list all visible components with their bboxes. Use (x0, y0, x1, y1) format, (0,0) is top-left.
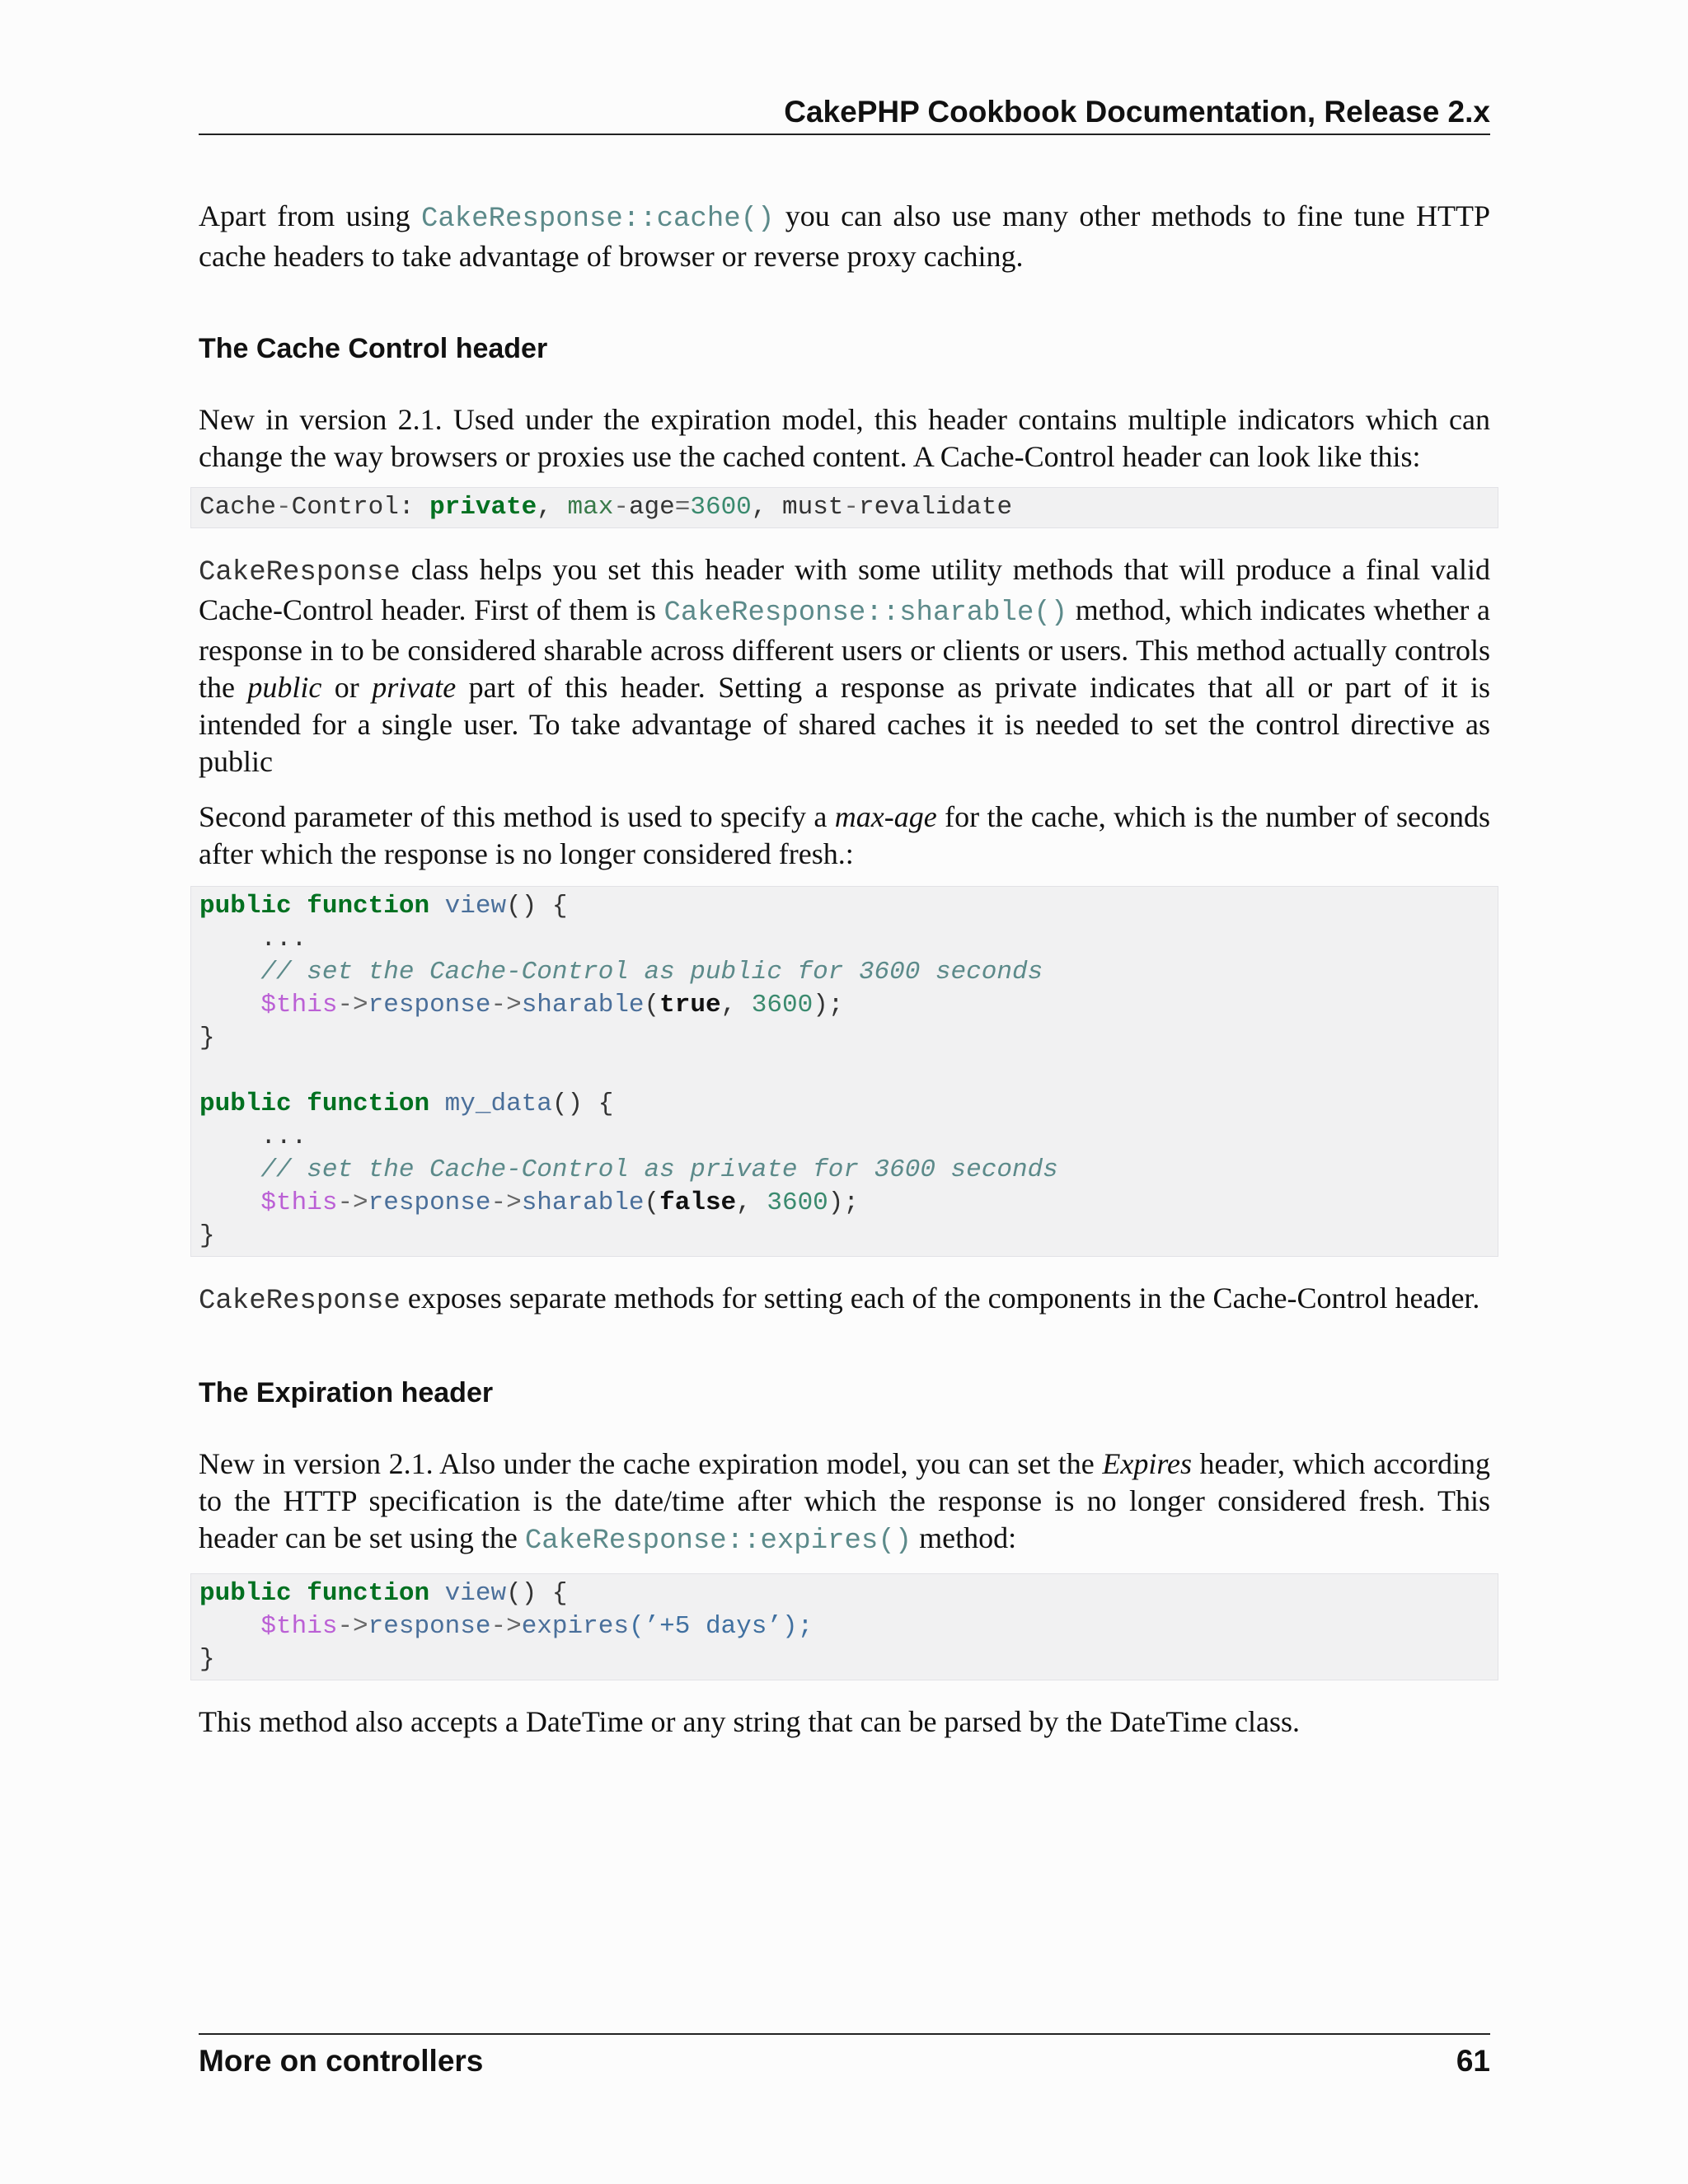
code-token: $this (260, 991, 338, 1019)
code-token: $this (260, 1188, 338, 1217)
code-token: -> (490, 1612, 522, 1641)
code-comment: // set the Cache-Control as private for 3600 seconds (260, 1155, 1058, 1184)
text: method: (912, 1521, 1017, 1554)
code-token: my_data (444, 1090, 552, 1118)
code-token: - (276, 493, 292, 522)
code-token: function (307, 1579, 430, 1608)
code-token: sharable (521, 991, 645, 1019)
code-token: () { (506, 892, 568, 921)
code-token: 3600 (751, 991, 814, 1019)
datetime-paragraph: This method also accepts a DateTime or any string that can be parsed by the DateTime class. (199, 1705, 1301, 1738)
code-block-sharable-example (190, 886, 1498, 1257)
code-token: public (199, 1579, 292, 1608)
expiration-intro (199, 1446, 1490, 1560)
text: you can also use many other methods to fine tune HTTP cache headers to take advantage of browser or reverse proxy caching. (199, 199, 1490, 273)
text: for the cache, which is the number of seconds after which the response is no longer considered fresh.: (199, 800, 1491, 870)
components-paragraph (199, 1280, 1490, 1320)
code-token: ( (644, 1188, 660, 1217)
text: Second parameter of this method is used to specify a (199, 800, 835, 833)
text: or (321, 671, 373, 704)
text: part of this header. Setting a response as private indicates that all or part of it is intended for a single user. To take advantage of shared caches it is needed to set the control directive as public (199, 671, 1490, 778)
page-number: 61 (1456, 2044, 1490, 2078)
code-token: function (307, 892, 430, 921)
code-token: - (613, 493, 629, 522)
cache-method-link[interactable]: CakeResponse::cache() (420, 204, 775, 235)
code-token: -> (337, 1612, 368, 1641)
code-token: view (444, 892, 507, 921)
code-token: response (368, 991, 491, 1019)
code-token: ... (260, 1122, 307, 1151)
code-token: view (444, 1579, 507, 1608)
sharable-method-link[interactable]: CakeResponse::sharable() (663, 598, 1068, 629)
code-token: false (659, 1188, 737, 1217)
code-token: response (368, 1188, 491, 1217)
text: header, which according to the HTTP specification is the date/time after which the response is no longer considered fresh. This header can be set using the (199, 1447, 1491, 1554)
expires-method-link[interactable]: CakeResponse::expires() (524, 1526, 912, 1557)
intro-paragraph (199, 198, 1490, 275)
code-token: true (659, 991, 721, 1019)
text: method, which indicates whether a response in to be considered sharable across different users or clients or users. This method actually controls the (199, 593, 1490, 704)
code-token: 3600 (690, 493, 752, 522)
text: Apart from using (199, 199, 421, 232)
sharable-paragraph (199, 551, 1490, 780)
text: exposes separate methods for setting each of the components in the Cache-Control header. (400, 1282, 1480, 1315)
code-token: , must (751, 493, 844, 522)
code-token: , (720, 991, 752, 1019)
code-token: - (843, 493, 860, 522)
page-content (199, 198, 1490, 1741)
code-token: } (199, 1645, 215, 1674)
code-token: (’+5 days’); (628, 1612, 814, 1641)
code-token: } (199, 1221, 215, 1250)
footer-section-title: More on controllers (199, 2044, 484, 2078)
code-token: response (368, 1612, 491, 1641)
code-token: , (736, 1188, 767, 1217)
code-token: -> (490, 1188, 522, 1217)
running-footer (199, 2044, 1490, 2079)
code-token: function (307, 1090, 430, 1118)
code-token: revalidate (859, 493, 1013, 522)
code-token: ); (828, 1188, 860, 1217)
emphasis: private (372, 671, 457, 704)
class-name: CakeResponse (199, 557, 401, 588)
code-block-cache-control-header (190, 487, 1498, 528)
code-token: -> (490, 991, 522, 1019)
class-name: CakeResponse (199, 1286, 401, 1317)
emphasis: max-age (834, 800, 937, 833)
code-token: ... (260, 925, 307, 954)
code-token: sharable (521, 1188, 645, 1217)
code-token: = (674, 493, 691, 522)
code-token: } (199, 1024, 215, 1052)
running-header: CakePHP Cookbook Documentation, Release 2.x (199, 92, 1490, 135)
code-token: public (199, 1090, 292, 1118)
footer-rule (199, 2033, 1490, 2035)
code-comment: // set the Cache-Control as public for 3600 seconds (260, 958, 1043, 987)
code-token: $this (260, 1612, 338, 1641)
code-token: () { (506, 1579, 568, 1608)
code-token: , (537, 493, 568, 522)
code-token: Control: (291, 493, 430, 522)
section-heading-cache-control: The Cache Control header (199, 333, 548, 364)
code-token: Cache (199, 493, 277, 522)
emphasis: Expires (1102, 1447, 1192, 1480)
emphasis: public (247, 671, 322, 704)
code-token: ); (813, 991, 844, 1019)
code-token: () { (551, 1090, 614, 1118)
code-token: max (567, 493, 614, 522)
code-token: -> (337, 1188, 368, 1217)
code-token: 3600 (767, 1188, 828, 1217)
code-token: -> (337, 991, 368, 1019)
text: class helps you set this header with some utility methods that will produce a final valid Cache-Control header. First of them is (199, 553, 1490, 626)
code-token: public (199, 892, 292, 921)
code-token: private (429, 493, 537, 522)
cache-control-intro: New in version 2.1. Used under the expiration model, this header contains multiple indicators which can change the way browsers or proxies use the cached content. A Cache-Control header can look like this: (199, 403, 1490, 473)
code-token: age (628, 493, 675, 522)
code-token: expires (521, 1612, 629, 1641)
max-age-paragraph (199, 799, 1490, 873)
document-page (199, 0, 1490, 2184)
section-heading-expiration: The Expiration header (199, 1377, 494, 1408)
text: New in version 2.1. Also under the cache expiration model, you can set the (199, 1447, 1103, 1480)
code-block-expires-example (190, 1573, 1498, 1680)
code-token: ( (644, 991, 660, 1019)
